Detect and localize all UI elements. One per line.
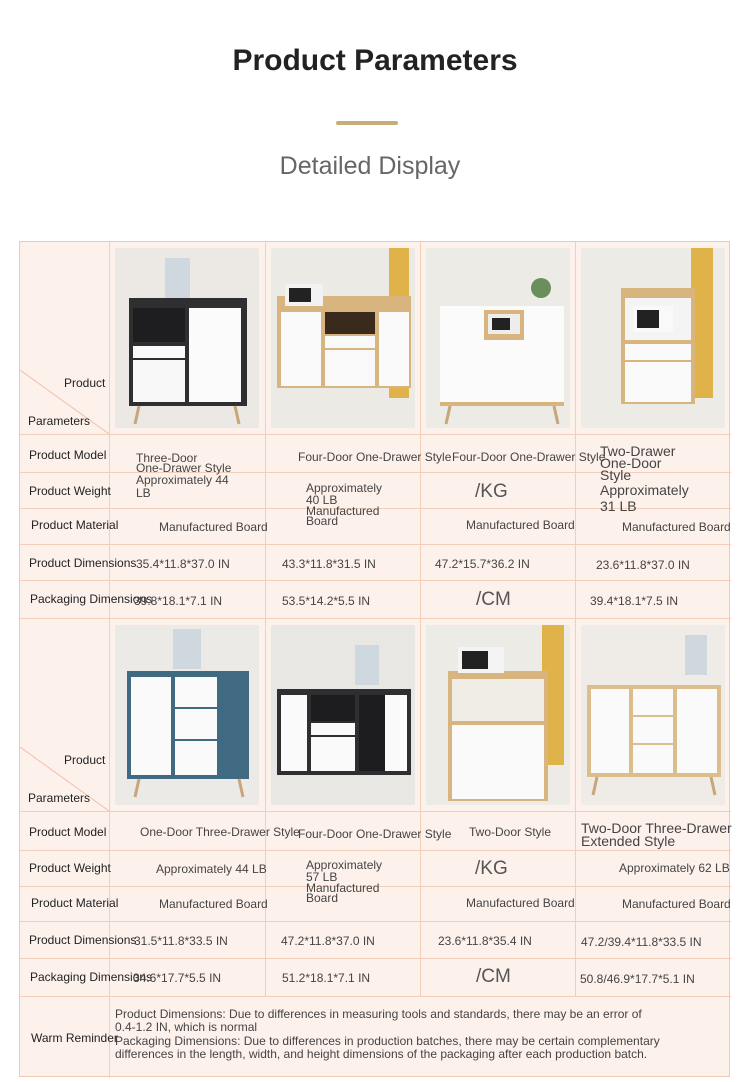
dimensions-value: 47.2/39.4*11.8*33.5 IN	[581, 935, 702, 949]
row-label-model: Product Model	[29, 448, 107, 462]
product-image	[426, 248, 570, 428]
material-value: Manufactured	[306, 881, 380, 895]
dimensions-value: 47.2*11.8*37.0 IN	[281, 934, 375, 948]
material-value: Manufactured Board	[466, 518, 575, 532]
model-value: Four-Door One-Drawer Style	[452, 450, 606, 464]
packaging-value: 51.2*18.1*7.1 IN	[282, 971, 371, 985]
weight-value: 57 LB	[306, 870, 338, 884]
packaging-value: /CM	[476, 966, 511, 987]
dimensions-value: 23.6*11.8*37.0 IN	[596, 558, 690, 572]
title-divider	[336, 121, 398, 125]
weight-value: 31 LB	[600, 498, 637, 514]
row-label-dimensions: Product Dimensions	[29, 933, 137, 947]
model-value: One-Drawer Style	[136, 461, 232, 475]
product-image	[581, 625, 725, 805]
product-image	[581, 248, 725, 428]
dimensions-value: 35.4*11.8*37.0 IN	[136, 557, 230, 571]
product-image	[115, 248, 259, 428]
packaging-value: 50.8/46.9*17.7*5.1 IN	[580, 972, 695, 986]
weight-value: Approximately 44	[136, 473, 229, 487]
model-value: Style	[600, 467, 632, 483]
model-value: One-Door Three-Drawer Style	[140, 825, 300, 839]
row-label-packaging: Packaging Dimensions	[30, 592, 153, 606]
row-label-weight: Product Weight	[29, 861, 111, 875]
model-value: Two-Door Style	[469, 825, 552, 839]
packaging-value: /CM	[476, 589, 511, 610]
header-product: Product	[64, 376, 106, 390]
weight-value: Approximately	[600, 482, 689, 498]
material-value: Board	[306, 514, 339, 528]
warm-line: differences in the length, width, and height dimensions of the packaging after each production batch.	[115, 1046, 648, 1061]
header-parameters: Parameters	[28, 414, 91, 428]
weight-value: 40 LB	[306, 493, 338, 507]
material-value: Manufactured Board	[159, 897, 268, 911]
parameters-table	[19, 241, 730, 1077]
product-image	[115, 625, 259, 805]
weight-value: Approximately	[306, 481, 383, 495]
weight-value: LB	[136, 486, 151, 500]
weight-value: /KG	[475, 858, 508, 879]
packaging-value: 39.8*18.1*7.1 IN	[134, 594, 223, 608]
dimensions-value: 23.6*11.8*35.4 IN	[438, 934, 532, 948]
warm-reminder-label: Warm Reminder	[31, 1031, 118, 1045]
material-value: Manufactured	[306, 504, 380, 518]
product-image	[426, 625, 570, 805]
row-label-material: Product Material	[31, 518, 119, 532]
row-label-weight: Product Weight	[29, 484, 111, 498]
material-value: Manufactured Board	[159, 520, 268, 534]
packaging-value: 39.4*18.1*7.5 IN	[590, 594, 679, 608]
model-value: Four-Door One-Drawer Style	[298, 450, 452, 464]
row-label-material: Product Material	[31, 896, 119, 910]
dimensions-value: 47.2*15.7*36.2 IN	[435, 557, 530, 571]
product-image	[271, 625, 415, 805]
warm-line: Packaging Dimensions: Due to differences in production batches, there may be certain complementary	[115, 1034, 660, 1048]
weight-value: Approximately 44 LB	[156, 862, 267, 876]
model-value: One-Door	[600, 455, 662, 471]
material-value: Board	[306, 891, 339, 905]
warm-line: Product Dimensions: Due to differences in measuring tools and standards, there may be an error of	[115, 1007, 642, 1021]
material-value: Manufactured Board	[622, 897, 731, 911]
row-label-model: Product Model	[29, 825, 107, 839]
warm-line: 0.4-1.2 IN, which is normal	[115, 1019, 258, 1034]
header-parameters: Parameters	[28, 791, 91, 805]
material-value: Manufactured Board	[466, 896, 575, 910]
header-product: Product	[64, 753, 106, 767]
row-label-packaging: Packaging Dimensions	[30, 970, 153, 984]
model-value: Two-Door Three-Drawer	[581, 820, 732, 836]
model-value: Three-Door	[136, 451, 198, 465]
model-value: Extended Style	[581, 833, 676, 849]
weight-value: Approximately	[306, 858, 383, 872]
weight-value: Approximately 62 LB	[619, 861, 730, 875]
weight-value: /KG	[475, 481, 508, 502]
page-title: Product Parameters	[232, 44, 518, 77]
dimensions-value: 43.3*11.8*31.5 IN	[282, 557, 376, 571]
material-value: Manufactured Board	[622, 520, 731, 534]
packaging-value: 34.6*17.7*5.5 IN	[133, 971, 222, 985]
model-value: Four-Door One-Drawer Style	[298, 827, 452, 841]
warm-reminder-text	[115, 1008, 675, 1060]
dimensions-value: 31.5*11.8*33.5 IN	[134, 934, 228, 948]
packaging-value: 53.5*14.2*5.5 IN	[282, 594, 371, 608]
row-label-dimensions: Product Dimensions	[29, 556, 137, 570]
model-value: Two-Drawer	[600, 443, 676, 459]
product-image	[271, 248, 415, 428]
page-subtitle: Detailed Display	[279, 152, 461, 180]
